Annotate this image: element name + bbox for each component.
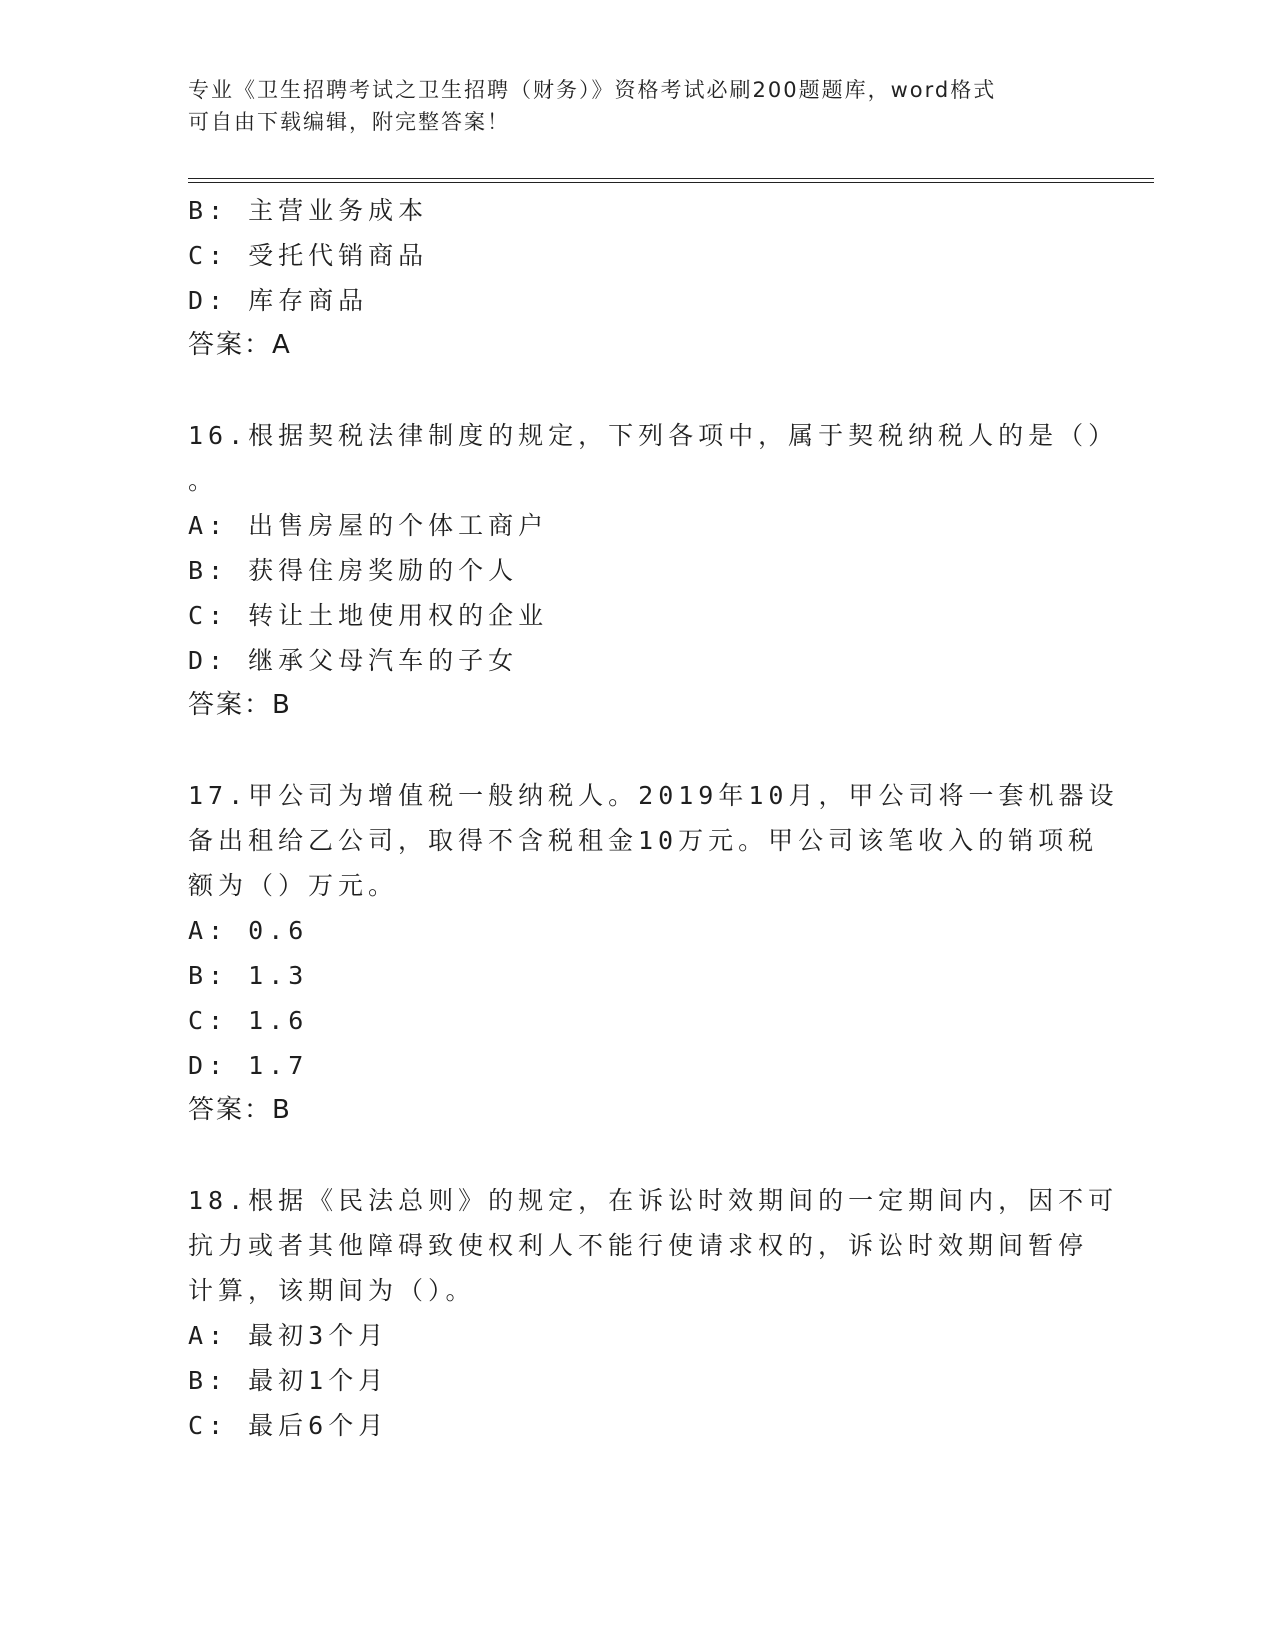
spacer xyxy=(188,368,1088,413)
question-stem: 备出租给乙公司，取得不含税租金10万元。甲公司该笔收入的销项税 xyxy=(188,826,1099,855)
question-stem: 16.根据契税法律制度的规定，下列各项中，属于契税纳税人的是（） xyxy=(188,421,1119,450)
question-list xyxy=(188,188,1119,1448)
option-b: B: 1.3 xyxy=(188,961,309,990)
question-15 xyxy=(188,188,1088,368)
header-title-line-2: 可自由下载编辑，附完整答案！ xyxy=(188,110,510,134)
question-stem: 。 xyxy=(188,466,219,495)
spacer xyxy=(188,728,1088,773)
option-c: C: 转让土地使用权的企业 xyxy=(188,601,549,630)
option-d: D: 库存商品 xyxy=(188,286,369,315)
question-stem: 抗力或者其他障碍致使权利人不能行使请求权的，诉讼时效期间暂停 xyxy=(188,1231,1089,1260)
option-c: C: 受托代销商品 xyxy=(188,241,429,270)
question-stem: 18.根据《民法总则》的规定，在诉讼时效期间的一定期间内，因不可 xyxy=(188,1186,1119,1215)
answer: 答案：A xyxy=(188,330,292,360)
option-a: A: 出售房屋的个体工商户 xyxy=(188,511,549,540)
option-d: D: 1.7 xyxy=(188,1051,309,1080)
option-c: C: 最后6个月 xyxy=(188,1411,389,1440)
question-stem: 17.甲公司为增值税一般纳税人。2019年10月，甲公司将一套机器设 xyxy=(188,781,1119,810)
option-b: B: 主营业务成本 xyxy=(188,196,429,225)
question-stem: 计算，该期间为（）。 xyxy=(188,1276,476,1305)
page-header xyxy=(188,74,1068,138)
option-a: A: 最初3个月 xyxy=(188,1321,389,1350)
question-18 xyxy=(188,1178,1119,1448)
question-stem: 额为（）万元。 xyxy=(188,871,399,900)
answer: 答案：B xyxy=(188,1095,292,1125)
header-divider xyxy=(188,178,1154,183)
question-16 xyxy=(188,413,1119,728)
answer: 答案：B xyxy=(188,690,292,720)
option-b: B: 获得住房奖励的个人 xyxy=(188,556,519,585)
spacer xyxy=(188,1133,1088,1178)
option-b: B: 最初1个月 xyxy=(188,1366,389,1395)
option-a: A: 0.6 xyxy=(188,916,309,945)
question-17 xyxy=(188,773,1119,1133)
option-c: C: 1.6 xyxy=(188,1006,309,1035)
header-title-line-1: 专业《卫生招聘考试之卫生招聘（财务）》资格考试必刷200题题库，word格式 xyxy=(188,78,997,102)
option-d: D: 继承父母汽车的子女 xyxy=(188,646,519,675)
